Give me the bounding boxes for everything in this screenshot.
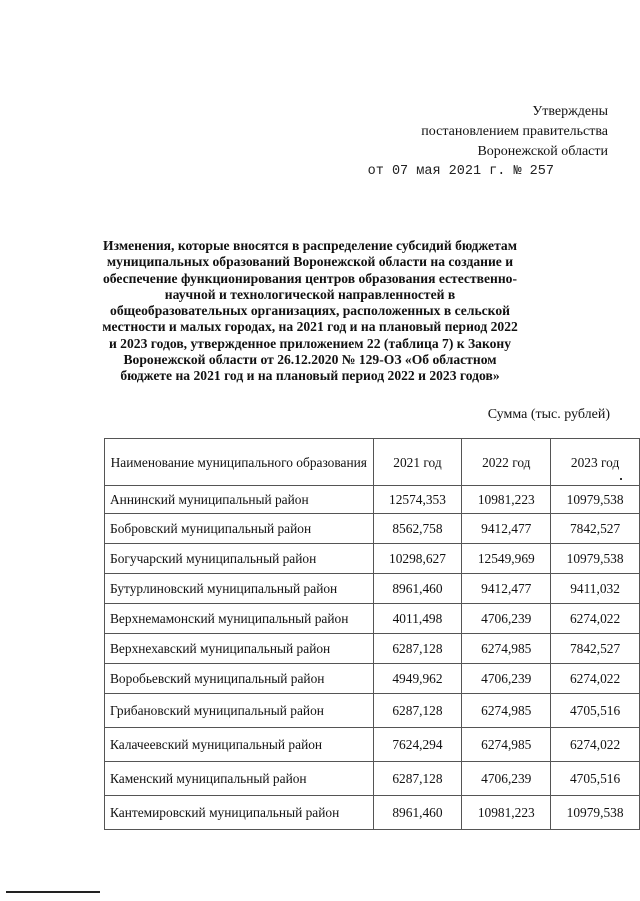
cell-amount-2022: 6274,985 [462,694,551,728]
table-header-row [105,439,640,486]
subsidies-table [104,438,640,830]
cell-amount-2023: 6274,022 [551,604,640,634]
cell-municipality: Богучарский муниципальный район [105,544,374,574]
cell-amount-2022: 6274,985 [462,634,551,664]
cell-amount-2022: 6274,985 [462,728,551,762]
table-row [105,728,640,762]
stray-dot [620,478,622,480]
footnote-rule [6,891,100,893]
cell-amount-2021: 10298,627 [373,544,462,574]
cell-amount-2023: 7842,527 [551,634,640,664]
approval-line-2: постановлением правительства [421,124,608,139]
cell-amount-2021: 12574,353 [373,486,462,514]
cell-amount-2022: 9412,477 [462,514,551,544]
table-row [105,486,640,514]
cell-amount-2021: 6287,128 [373,762,462,796]
cell-municipality: Верхнемамонский муниципальный район [105,604,374,634]
table-row [105,634,640,664]
units-label: Сумма (тыс. рублей) [487,407,610,422]
cell-amount-2023: 4705,516 [551,694,640,728]
cell-amount-2023: 10979,538 [551,486,640,514]
cell-municipality: Кантемировский муниципальный район [105,796,374,830]
cell-amount-2022: 9412,477 [462,574,551,604]
cell-amount-2023: 4705,516 [551,762,640,796]
cell-amount-2023: 10979,538 [551,796,640,830]
cell-amount-2021: 4949,962 [373,664,462,694]
header-2022: 2022 год [462,439,551,486]
cell-municipality: Каменский муниципальный район [105,762,374,796]
table-row [105,664,640,694]
cell-municipality: Аннинский муниципальный район [105,486,374,514]
document-title: Изменения, которые вносятся в распределение субсидий бюджетам муниципальных образований Воронежской области на создание и обеспечение функционирования центров образования естественно-научной и технологической направленностей в общеобразовательных организациях, расположенных в сельской местности и малых городах, на 2021 год и на плановый период 2022 и 2023 годов, утвержденное приложением 22 (таблица 7) к Закону Воронежской области от 26.12.2020 № 129-ОЗ «Об областном бюджете на 2021 год и на плановый период 2022 и 2023 годов» [102,238,518,384]
approval-line-1: Утверждены [532,104,608,119]
table-body [105,486,640,830]
cell-amount-2021: 7624,294 [373,728,462,762]
table-row [105,796,640,830]
header-2021: 2021 год [373,439,462,486]
approval-block [368,102,608,182]
cell-amount-2023: 6274,022 [551,664,640,694]
table-row [105,514,640,544]
cell-amount-2023: 10979,538 [551,544,640,574]
cell-municipality: Грибановский муниципальный район [105,694,374,728]
cell-amount-2023: 7842,527 [551,514,640,544]
cell-amount-2022: 4706,239 [462,762,551,796]
cell-municipality: Калачеевский муниципальный район [105,728,374,762]
cell-municipality: Воробьевский муниципальный район [105,664,374,694]
table-row [105,544,640,574]
cell-amount-2021: 8961,460 [373,796,462,830]
cell-municipality: Бутурлиновский муниципальный район [105,574,374,604]
table-row [105,574,640,604]
cell-amount-2022: 12549,969 [462,544,551,574]
cell-amount-2022: 10981,223 [462,796,551,830]
cell-amount-2023: 9411,032 [551,574,640,604]
table-row [105,604,640,634]
cell-amount-2022: 4706,239 [462,664,551,694]
approval-line-3: Воронежской области [477,144,608,159]
table-row [105,694,640,728]
approval-signature: от 07 мая 2021 г. № 257 [367,164,554,179]
header-municipality: Наименование муниципального образования [105,439,374,486]
header-2023: 2023 год [551,439,640,486]
cell-amount-2021: 4011,498 [373,604,462,634]
cell-amount-2023: 6274,022 [551,728,640,762]
cell-amount-2022: 10981,223 [462,486,551,514]
cell-municipality: Бобровский муниципальный район [105,514,374,544]
cell-amount-2021: 6287,128 [373,694,462,728]
cell-amount-2021: 6287,128 [373,634,462,664]
cell-amount-2021: 8562,758 [373,514,462,544]
cell-municipality: Верхнехавский муниципальный район [105,634,374,664]
cell-amount-2021: 8961,460 [373,574,462,604]
cell-amount-2022: 4706,239 [462,604,551,634]
table-row [105,762,640,796]
